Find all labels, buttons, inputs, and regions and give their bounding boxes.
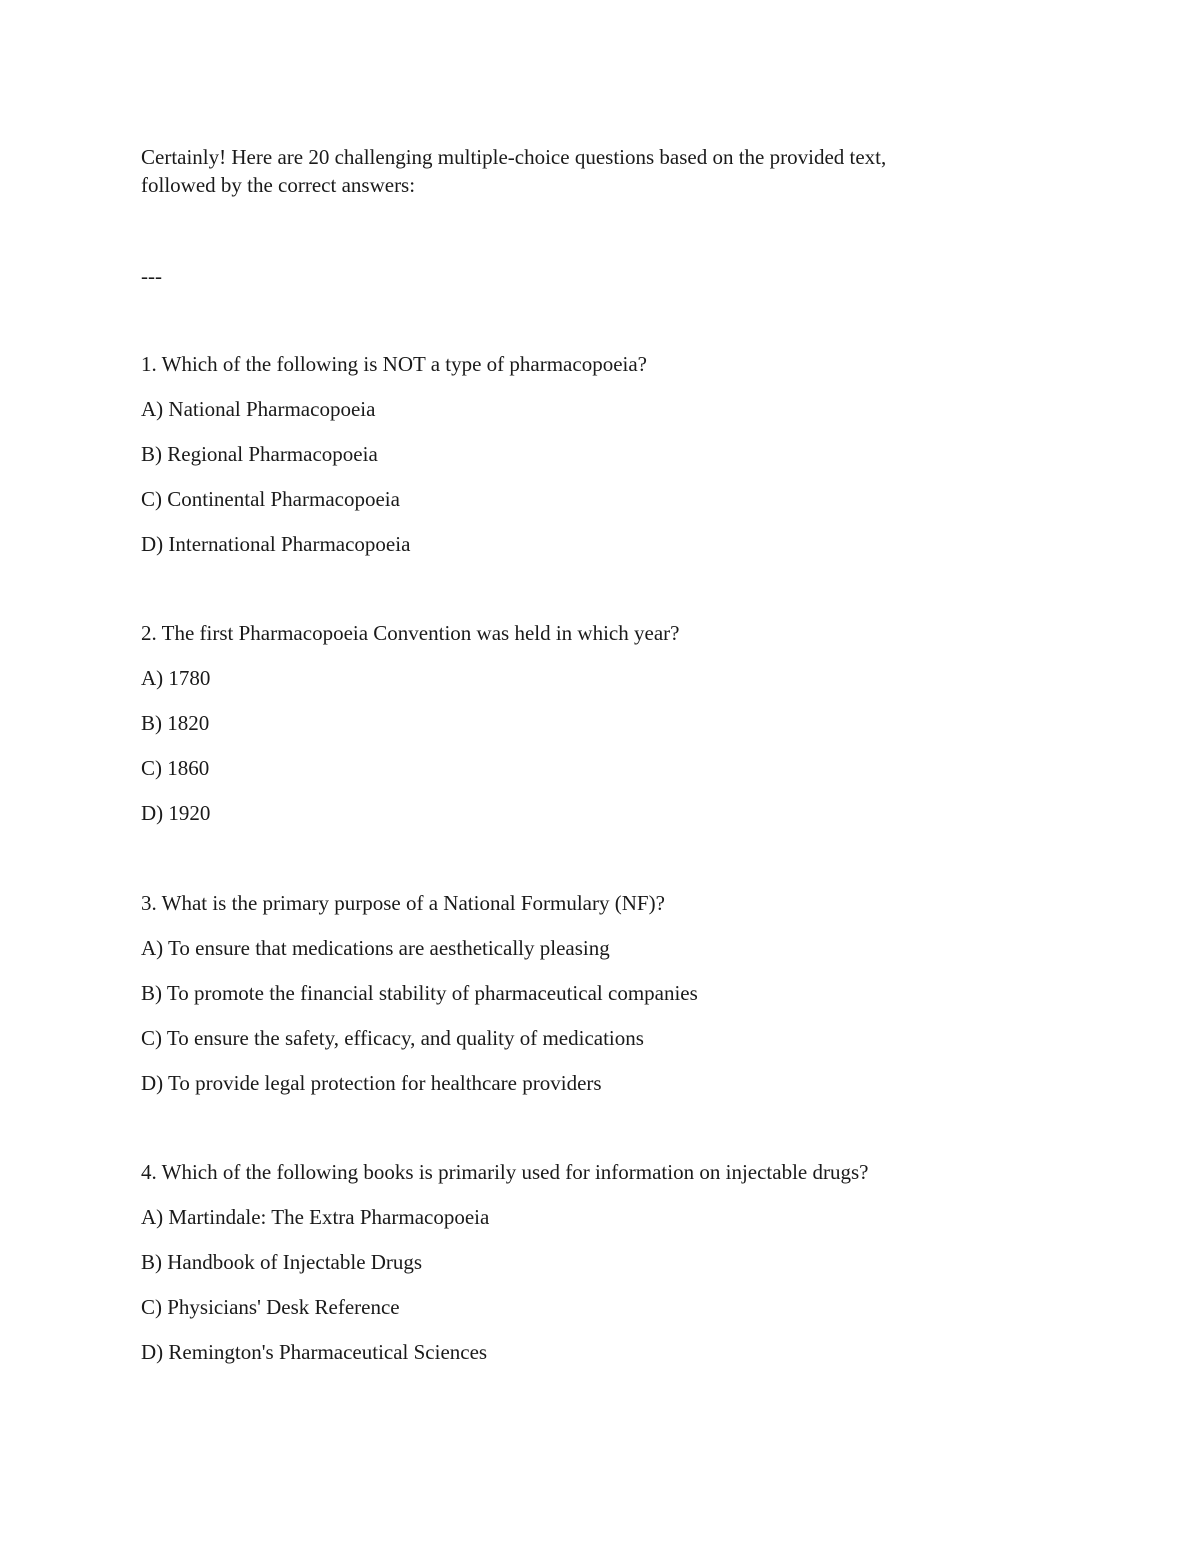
- intro-line-2: followed by the correct answers:: [141, 173, 416, 197]
- option-a: A) Martindale: The Extra Pharmacopoeia: [141, 1205, 490, 1229]
- question-block: [141, 619, 1091, 827]
- intro-line-1: Certainly! Here are 20 challenging multiple-choice questions based on the provided text,: [141, 145, 887, 169]
- question-text: 1. Which of the following is NOT a type of pharmacopoeia?: [141, 352, 647, 376]
- option-a: A) To ensure that medications are aesthetically pleasing: [141, 936, 610, 960]
- option-a: A) 1780: [141, 666, 211, 690]
- option-d: D) 1920: [141, 801, 211, 825]
- question-block: [141, 889, 1091, 1097]
- option-b: B) To promote the financial stability of pharmaceutical companies: [141, 981, 698, 1005]
- option-a: A) National Pharmacopoeia: [141, 397, 376, 421]
- option-d: D) International Pharmacopoeia: [141, 532, 411, 556]
- option-c: C) To ensure the safety, efficacy, and quality of medications: [141, 1026, 644, 1050]
- question-text: 3. What is the primary purpose of a National Formulary (NF)?: [141, 891, 665, 915]
- option-b: B) Handbook of Injectable Drugs: [141, 1250, 423, 1274]
- separator-line: ---: [141, 264, 162, 288]
- question-block: [141, 1158, 1091, 1366]
- question-text: 2. The first Pharmacopoeia Convention was held in which year?: [141, 621, 680, 645]
- option-b: B) Regional Pharmacopoeia: [141, 442, 378, 466]
- question-block: [141, 350, 1091, 558]
- question-text: 4. Which of the following books is primarily used for information on injectable drugs?: [141, 1160, 869, 1184]
- option-c: C) Physicians' Desk Reference: [141, 1295, 400, 1319]
- intro-paragraph: [141, 143, 1041, 199]
- option-c: C) 1860: [141, 756, 210, 780]
- option-d: D) To provide legal protection for healthcare providers: [141, 1071, 602, 1095]
- option-b: B) 1820: [141, 711, 210, 735]
- option-d: D) Remington's Pharmaceutical Sciences: [141, 1340, 488, 1364]
- option-c: C) Continental Pharmacopoeia: [141, 487, 400, 511]
